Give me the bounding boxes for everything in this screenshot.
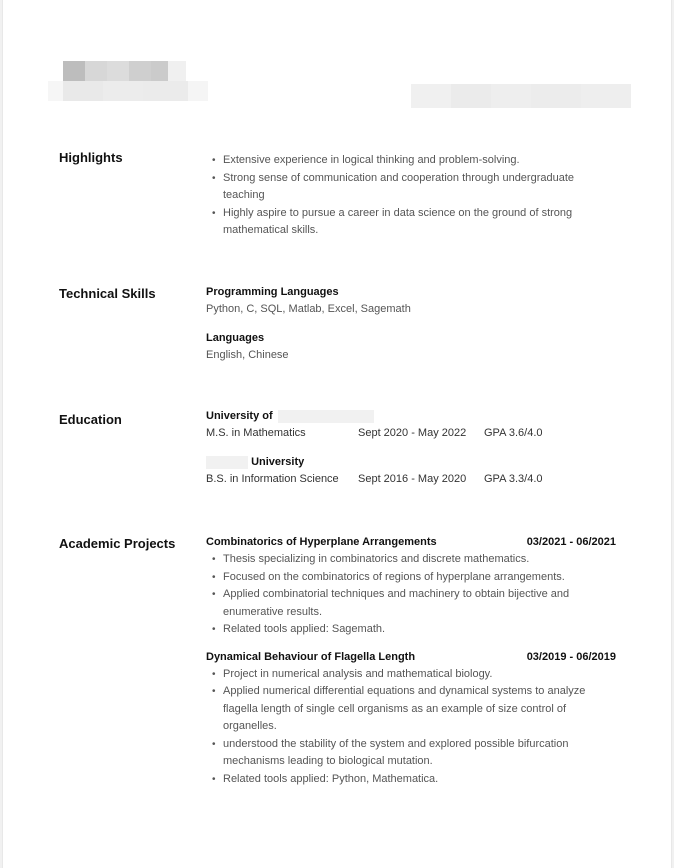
redacted-text <box>278 410 374 423</box>
list-item: • Extensive experience in logical thinking and problem-solving. <box>206 152 616 170</box>
list-item: • Focused on the combinatorics of regions of hyperplane arrangements. <box>206 569 616 587</box>
school-name: University of <box>206 408 616 425</box>
list-item: • understood the stability of the system and explored possible bifurcation mechanisms leading to biological mutation. <box>206 736 616 771</box>
redacted-name <box>48 58 208 104</box>
skills-title: Technical Skills <box>59 286 156 301</box>
projects-title: Academic Projects <box>59 536 176 551</box>
degree: B.S. in Information Science <box>206 473 339 485</box>
resume-page <box>2 0 672 868</box>
redacted-contact <box>411 84 631 108</box>
skill-group <box>206 284 616 318</box>
list-item: • Project in numerical analysis and mathematical biology. <box>206 666 616 684</box>
skill-group <box>206 330 616 364</box>
list-item: • Related tools applied: Sagemath. <box>206 621 616 639</box>
project-bullets <box>206 666 616 789</box>
skill-heading: Programming Languages <box>206 286 339 298</box>
school-entry <box>206 454 616 488</box>
education-title: Education <box>59 412 122 427</box>
project-entry <box>206 533 616 639</box>
list-item: • Strong sense of communication and cooperation through undergraduate teaching <box>206 170 616 205</box>
skill-heading: Languages <box>206 332 265 344</box>
school-entry <box>206 408 616 442</box>
highlights-title: Highlights <box>59 150 123 165</box>
degree: M.S. in Mathematics <box>206 427 306 439</box>
gpa: GPA 3.3/4.0 <box>484 473 543 485</box>
list-item: • Applied numerical differential equations and dynamical systems to analyze flagella length of single cell organisms as an example of size control of organelles. <box>206 683 616 736</box>
project-dates: 03/2021 - 06/2021 <box>526 536 616 548</box>
redacted-text <box>206 456 248 469</box>
highlights-list <box>206 152 616 240</box>
list-item: • Applied combinatorial techniques and machinery to obtain bijective and enumerative results. <box>206 586 616 621</box>
project-entry <box>206 648 616 789</box>
gpa: GPA 3.6/4.0 <box>484 427 543 439</box>
list-item: • Thesis specializing in combinatorics and discrete mathematics. <box>206 551 616 569</box>
project-name: Combinatorics of Hyperplane Arrangements <box>206 536 437 548</box>
project-bullets <box>206 551 616 639</box>
dates: Sept 2020 - May 2022 <box>358 427 467 439</box>
school-name: University <box>206 454 616 471</box>
school-details <box>206 471 616 488</box>
list-item: • Highly aspire to pursue a career in data science on the ground of strong mathematical skills. <box>206 205 616 240</box>
list-item: • Related tools applied: Python, Mathematica. <box>206 771 616 789</box>
project-name: Dynamical Behaviour of Flagella Length <box>206 650 416 663</box>
school-details <box>206 425 616 442</box>
skill-text: Python, C, SQL, Matlab, Excel, Sagemath <box>206 303 411 315</box>
dates: Sept 2016 - May 2020 <box>358 473 467 485</box>
project-dates: 03/2019 - 06/2019 <box>526 650 616 663</box>
skill-text: English, Chinese <box>206 349 289 361</box>
